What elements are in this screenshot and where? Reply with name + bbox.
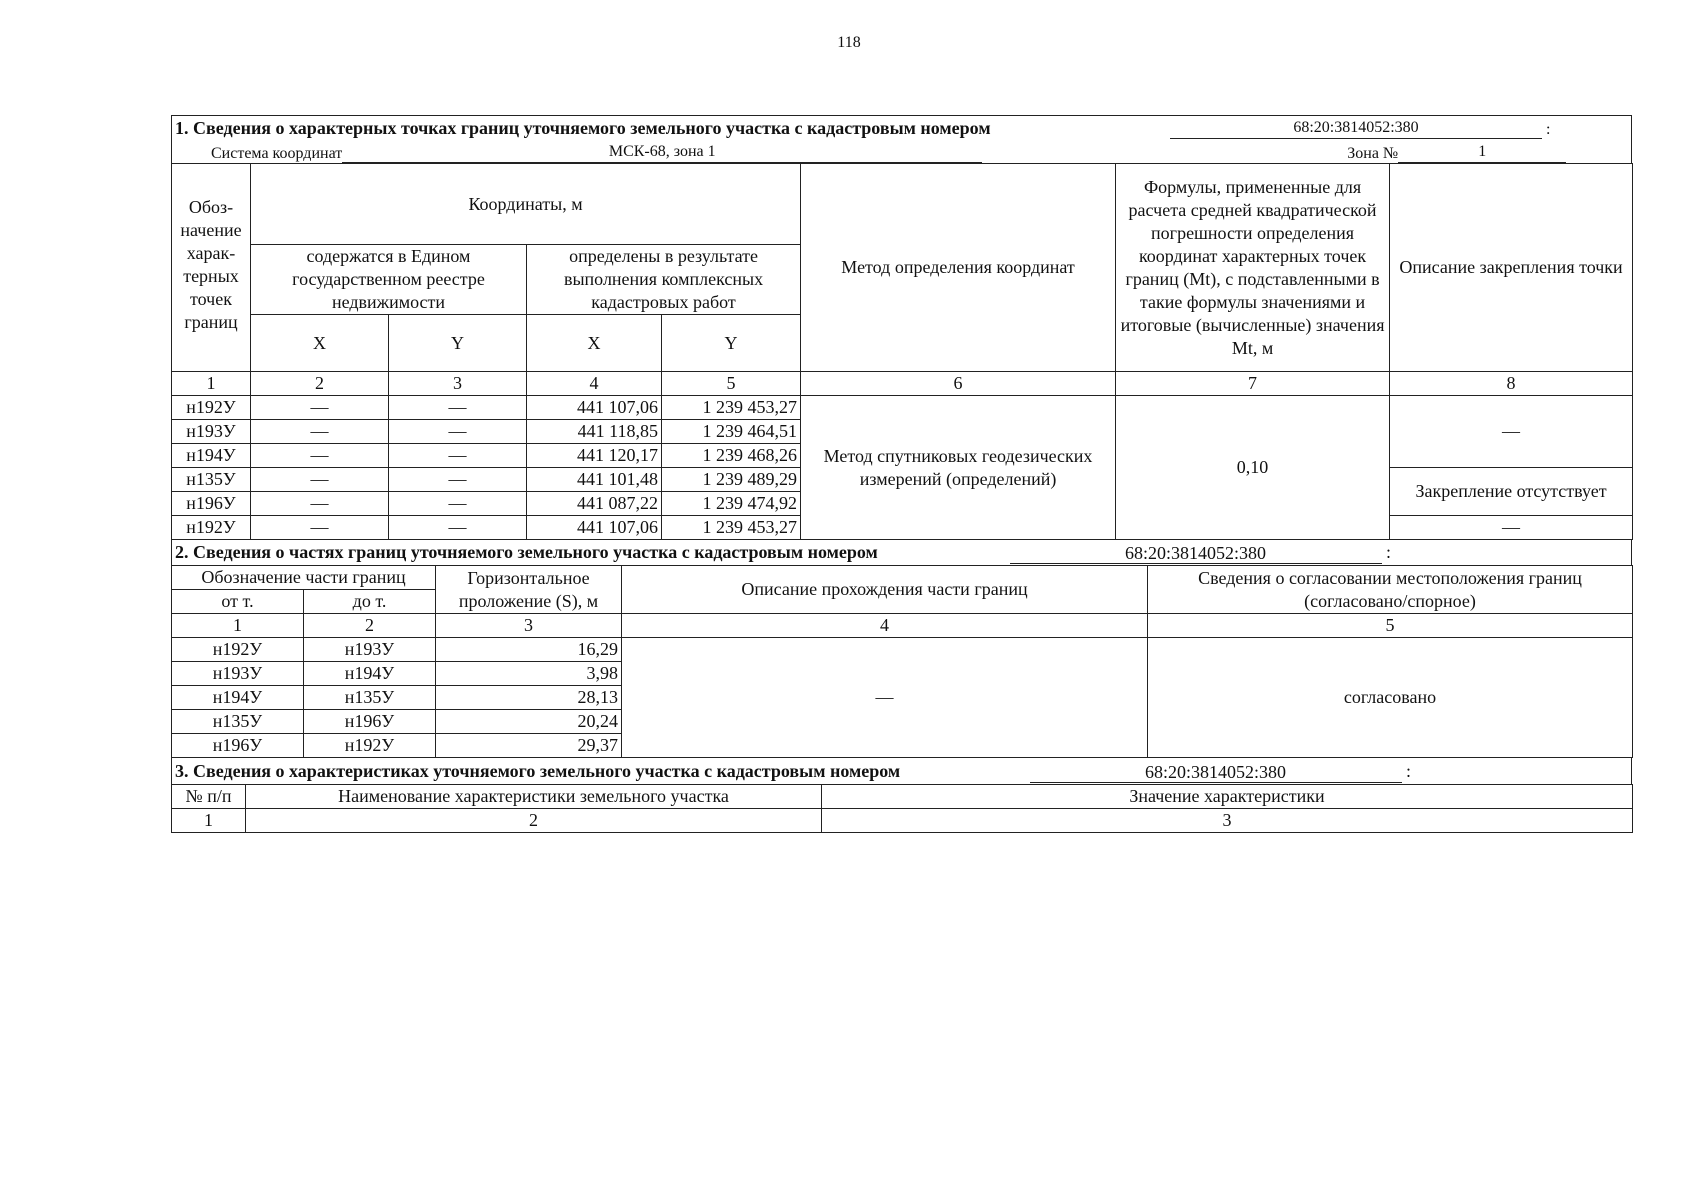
point-name: н193У (172, 420, 251, 444)
y-kkr: 1 239 453,27 (662, 396, 801, 420)
horizontal-length: 29,37 (436, 734, 622, 758)
to-point: н196У (304, 710, 436, 734)
from-point: н135У (172, 710, 304, 734)
y-kkr: 1 239 489,29 (662, 468, 801, 492)
col-number: 2 (246, 809, 822, 833)
y-egrn: — (389, 468, 527, 492)
x-egrn: — (251, 420, 389, 444)
section2-table (171, 565, 1633, 758)
col-number: 2 (251, 372, 389, 396)
y-egrn: — (389, 492, 527, 516)
fixing-value: — (1390, 396, 1633, 468)
header-y-kkr: Y (662, 315, 801, 372)
x-egrn: — (251, 468, 389, 492)
col-number: 1 (172, 614, 304, 638)
header-in-egrn: содержатся в Едином государственном реестре недвижимости (251, 245, 527, 315)
point-name: н135У (172, 468, 251, 492)
section3-cadastral-number: 68:20:3814052:380 (1030, 762, 1402, 783)
boundary-points-document (171, 115, 1632, 833)
col-number: 3 (436, 614, 622, 638)
col-number: 3 (822, 809, 1633, 833)
header-horizontal: Горизонтальное проложение (S), м (436, 566, 622, 614)
col-number: 3 (389, 372, 527, 396)
y-egrn: — (389, 444, 527, 468)
col-number: 5 (662, 372, 801, 396)
col-number: 4 (527, 372, 662, 396)
section3-colon: : (1406, 760, 1412, 781)
coord-system-value: МСК-68, зона 1 (342, 142, 982, 163)
header-from: от т. (172, 590, 304, 614)
header-description: Описание прохождения части границ (622, 566, 1148, 614)
section1-colon: : (1546, 121, 1551, 138)
from-point: н193У (172, 662, 304, 686)
x-kkr: 441 101,48 (527, 468, 662, 492)
header-formulas: Формулы, примененные для расчета средней квадратической погрешности определения координат характерных точек границ (Mt), с подставленными в такие формулы значениями и итоговые (вычисленные) значения Mt, м (1116, 164, 1390, 372)
page-number: 118 (837, 34, 861, 51)
y-kkr: 1 239 474,92 (662, 492, 801, 516)
to-point: н194У (304, 662, 436, 686)
horizontal-length: 20,24 (436, 710, 622, 734)
from-point: н194У (172, 686, 304, 710)
point-name: н194У (172, 444, 251, 468)
to-point: н192У (304, 734, 436, 758)
table-row (172, 638, 1633, 662)
header-fixing: Описание закрепления точки (1390, 164, 1633, 372)
x-egrn: — (251, 516, 389, 540)
y-egrn: — (389, 516, 527, 540)
header-value: Значение характеристики (822, 785, 1633, 809)
header-y-egrn: Y (389, 315, 527, 372)
header-method: Метод определения координат (801, 164, 1116, 372)
section2-colon: : (1386, 542, 1392, 562)
col-number: 1 (172, 809, 246, 833)
header-x-kkr: X (527, 315, 662, 372)
y-egrn: — (389, 420, 527, 444)
table-row (172, 396, 1633, 420)
section3-table (171, 784, 1633, 833)
y-kkr: 1 239 468,26 (662, 444, 801, 468)
point-name: н196У (172, 492, 251, 516)
header-name: Наименование характеристики земельного участка (246, 785, 822, 809)
mt-value: 0,10 (1116, 396, 1390, 540)
section2-header (172, 540, 1632, 565)
description-value: — (622, 638, 1148, 758)
section1-title: 1. Сведения о характерных точках границ уточняемого земельного участка с кадастровым номером (175, 118, 991, 138)
x-kkr: 441 087,22 (527, 492, 662, 516)
method-value: Метод спутниковых геодезических измерений (определений) (801, 396, 1116, 540)
section3-title-table (171, 758, 1632, 784)
point-name: н192У (172, 516, 251, 540)
section1-cadastral-number: 68:20:3814052:380 (1170, 118, 1542, 139)
to-point: н193У (304, 638, 436, 662)
fixing-value: — (1390, 516, 1633, 540)
zone-label: Зона № (1347, 145, 1399, 162)
header-x-egrn: X (251, 315, 389, 372)
from-point: н196У (172, 734, 304, 758)
coord-system-label: Система координат (211, 145, 343, 162)
horizontal-length: 16,29 (436, 638, 622, 662)
section3-title: 3. Сведения о характеристиках уточняемого земельного участка с кадастровым номером (175, 760, 901, 781)
y-kkr: 1 239 464,51 (662, 420, 801, 444)
x-egrn: — (251, 396, 389, 420)
x-kkr: 441 120,17 (527, 444, 662, 468)
header-part-designation: Обозначение части границ (172, 566, 436, 590)
y-kkr: 1 239 453,27 (662, 516, 801, 540)
section1-table (171, 163, 1633, 540)
header-agreement: Сведения о согласовании местоположения границ (согласовано/спорное) (1148, 566, 1633, 614)
x-kkr: 441 118,85 (527, 420, 662, 444)
col-number: 7 (1116, 372, 1390, 396)
col-number: 2 (304, 614, 436, 638)
horizontal-length: 28,13 (436, 686, 622, 710)
col-number: 1 (172, 372, 251, 396)
col-number: 8 (1390, 372, 1633, 396)
header-num: № п/п (172, 785, 246, 809)
x-kkr: 441 107,06 (527, 516, 662, 540)
header-to: до т. (304, 590, 436, 614)
header-designation: Обоз-начение харак-терных точек границ (172, 164, 251, 372)
header-by-kkr: определены в результате выполнения комплексных кадастровых работ (527, 245, 801, 315)
header-coordinates: Координаты, м (251, 164, 801, 245)
section2-title-table (171, 540, 1632, 565)
from-point: н192У (172, 638, 304, 662)
y-egrn: — (389, 396, 527, 420)
section1-header (171, 115, 1632, 163)
x-kkr: 441 107,06 (527, 396, 662, 420)
to-point: н135У (304, 686, 436, 710)
agreement-value: согласовано (1148, 638, 1633, 758)
horizontal-length: 3,98 (436, 662, 622, 686)
section3-header (172, 758, 1632, 784)
x-egrn: — (251, 444, 389, 468)
zone-value: 1 (1398, 142, 1566, 163)
fixing-value: Закрепление отсутствует (1390, 468, 1633, 516)
col-number: 4 (622, 614, 1148, 638)
col-number: 6 (801, 372, 1116, 396)
x-egrn: — (251, 492, 389, 516)
col-number: 5 (1148, 614, 1633, 638)
section2-title: 2. Сведения о частях границ уточняемого земельного участка с кадастровым номером (175, 542, 878, 562)
point-name: н192У (172, 396, 251, 420)
section2-cadastral-number: 68:20:3814052:380 (1010, 543, 1382, 564)
